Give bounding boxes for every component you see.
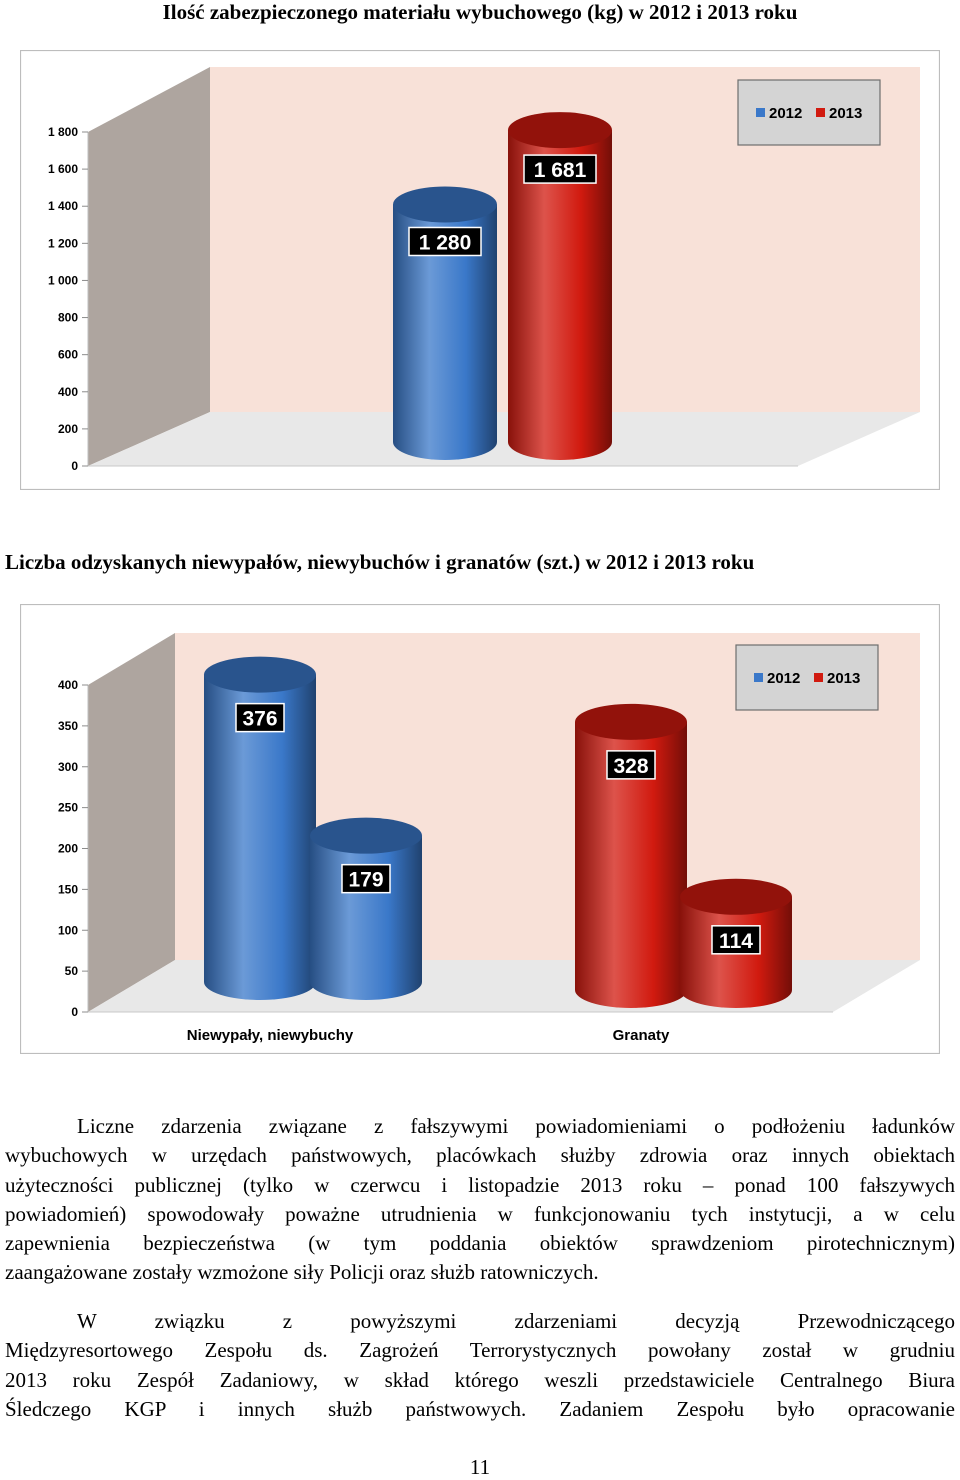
chart-explosives <box>20 50 940 490</box>
bar-body <box>310 836 422 1000</box>
paragraph-line: zaangażowane zostały wzmożone siły Policji oraz służb ratowniczych. <box>5 1260 599 1285</box>
legend-swatch <box>754 673 763 682</box>
y-tick-label: 150 <box>57 882 78 897</box>
bar-2013-1 <box>680 879 792 1008</box>
data-label: 179 <box>348 868 384 892</box>
side-wall <box>88 67 210 466</box>
y-tick-label: 200 <box>57 841 78 856</box>
y-tick-label: 300 <box>57 759 78 774</box>
y-tick-label: 600 <box>57 347 78 362</box>
bar-top <box>393 186 497 222</box>
y-tick-label: 100 <box>57 923 78 938</box>
data-label: 376 <box>242 707 278 731</box>
category-label: Niewypały, niewybuchy <box>186 1027 354 1044</box>
chart2-heading: Liczba odzyskanych niewypałów, niewybuchów i granatów (szt.) w 2012 i 2013 roku <box>5 550 755 574</box>
y-tick-label: 50 <box>64 964 78 979</box>
legend-label: 2012 <box>769 105 803 122</box>
y-tick-label: 250 <box>57 800 78 815</box>
legend-swatch <box>816 108 825 117</box>
y-tick-label: 1 600 <box>47 162 78 177</box>
data-label: 1 681 <box>533 159 587 183</box>
legend-swatch <box>756 108 765 117</box>
paragraph-line: Międzyresortowego Zespołu ds. Zagrożeń Terrorystycznych powołany został w grudniu <box>5 1338 955 1363</box>
bar-2012-0 <box>393 186 497 460</box>
bar-2013-0 <box>508 112 612 460</box>
bar-top <box>310 818 422 854</box>
paragraph-line: Śledczego KGP i innych służb państwowych. Zadaniem Zespołu było opracowanie <box>5 1396 955 1421</box>
side-wall <box>88 633 175 1012</box>
y-tick-label: 800 <box>57 310 78 325</box>
legend <box>736 645 878 710</box>
y-tick-label: 0 <box>71 459 78 473</box>
paragraph-line: wybuchowych w urzędach państwowych, placówkach służby zdrowia oraz innych obiektach <box>5 1143 955 1168</box>
data-label: 114 <box>719 929 753 953</box>
paragraph-false-alarms <box>5 1112 955 1288</box>
category-label: Granaty <box>612 1027 670 1044</box>
legend-swatch <box>814 673 823 682</box>
data-label: 1 280 <box>418 231 472 255</box>
bar-2012-1 <box>310 818 422 1000</box>
y-tick-label: 1 200 <box>47 236 78 251</box>
chart-ordnance-svg <box>20 604 940 1054</box>
bar-top <box>680 879 792 915</box>
page-number: 11 <box>469 1455 491 1479</box>
legend-label: 2013 <box>827 670 861 687</box>
legend <box>738 80 880 145</box>
y-tick-label: 350 <box>57 718 78 733</box>
y-tick-label: 1 400 <box>47 199 78 214</box>
y-tick-label: 400 <box>57 678 78 692</box>
legend-label: 2013 <box>829 105 863 122</box>
paragraph-line: 2013 roku Zespół Zadaniowy, w skład którego weszli przedstawiciele Centralnego Biura <box>5 1367 955 1392</box>
legend-label: 2012 <box>767 670 801 687</box>
bar-top <box>508 112 612 148</box>
paragraph-line: powiadomień) spowodowały poważne utrudnienia w funkcjonowaniu tych instytucji, a w celu <box>5 1201 955 1226</box>
bar-top <box>204 657 316 693</box>
paragraph-line: zapewnienia bezpieczeństwa (w tym poddania obiektów sprawdzeniom pirotechnicznym) <box>5 1231 955 1256</box>
bar-top <box>575 704 687 740</box>
bar-2013-0 <box>575 704 687 1008</box>
paragraph-line: W związku z powyższymi zdarzeniami decyzją Przewodniczącego <box>77 1309 955 1333</box>
paragraph-line: Liczne zdarzenia związane z fałszywymi powiadomieniami o podłożeniu ładunków <box>77 1114 955 1138</box>
y-tick-label: 1 000 <box>47 273 78 288</box>
floor <box>88 412 920 466</box>
paragraph-task-force <box>5 1307 955 1424</box>
y-tick-label: 400 <box>57 384 78 399</box>
chart-explosives-svg <box>20 50 940 490</box>
chart1-heading: Ilość zabezpieczonego materiału wybuchowego (kg) w 2012 i 2013 roku <box>162 0 798 24</box>
y-tick-label: 1 800 <box>47 125 78 139</box>
y-tick-label: 200 <box>57 421 78 436</box>
data-label: 328 <box>613 754 649 778</box>
bar-2012-0 <box>204 657 316 1000</box>
chart-ordnance <box>20 604 940 1054</box>
y-tick-label: 0 <box>71 1005 78 1019</box>
paragraph-line: użyteczności publicznej (tylko w czerwcu i listopadzie 2013 roku – ponad 100 fałszywych <box>5 1172 955 1197</box>
